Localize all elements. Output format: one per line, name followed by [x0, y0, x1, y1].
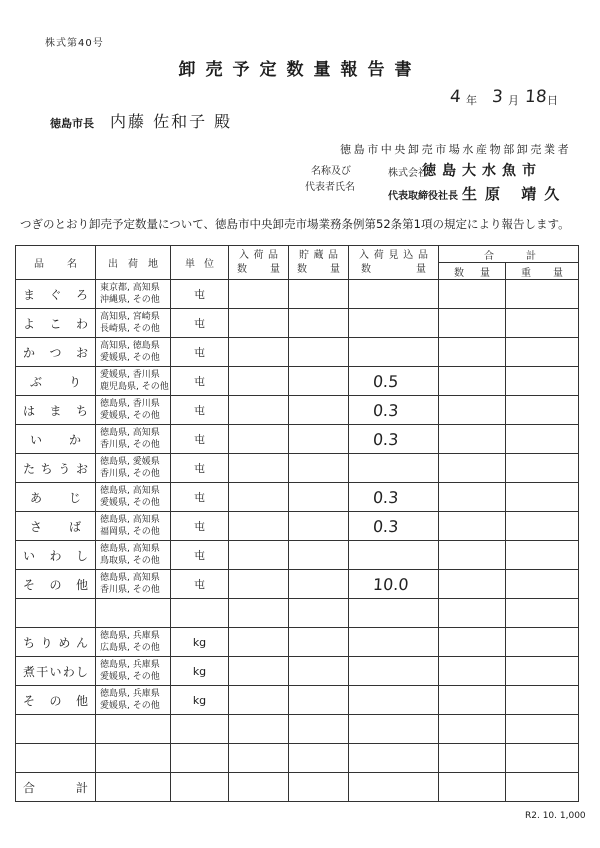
unit: kg	[192, 664, 207, 678]
expected-qty-cell	[349, 425, 439, 454]
table-row	[16, 396, 579, 425]
total-quantity-cell	[439, 396, 506, 425]
total-weight-cell	[506, 454, 579, 483]
arrival-qty-cell	[229, 367, 289, 396]
item-name-cell	[16, 715, 96, 744]
origin-cell	[96, 715, 171, 744]
origin-cell	[96, 657, 171, 686]
header-total-quantity-label: 数 量	[454, 267, 490, 279]
unit: 屯	[194, 346, 205, 359]
expected-qty: 0.3	[372, 487, 400, 507]
origin-cell	[96, 599, 171, 628]
storage-qty-cell	[289, 541, 349, 570]
date-month: 3	[491, 87, 504, 107]
header-arrival-line1: 入 荷 品	[239, 249, 278, 261]
item-name: さ ば	[30, 519, 81, 534]
unit-cell	[171, 541, 229, 570]
origin-cell	[96, 454, 171, 483]
total-weight-cell	[506, 280, 579, 309]
addressee-label: 徳島市長	[50, 117, 94, 130]
report-table	[15, 245, 579, 802]
addressee-name: 内藤 佐和子 殿	[110, 112, 233, 131]
item-name: い わ し	[23, 548, 88, 563]
item-name-cell	[16, 483, 96, 512]
unit: 屯	[194, 317, 205, 330]
page-title: 卸売予定数量報告書	[178, 60, 422, 80]
total-quantity-cell	[439, 715, 506, 744]
expected-qty-cell	[349, 570, 439, 599]
expected-qty-cell	[349, 338, 439, 367]
item-name-cell	[16, 309, 96, 338]
expected-qty-cell	[349, 628, 439, 657]
storage-qty-cell	[289, 686, 349, 715]
reporter-label-line1: 名称及び	[311, 166, 351, 177]
arrival-qty-cell	[229, 280, 289, 309]
origin-line: 香川県, その他	[100, 585, 160, 595]
storage-qty-cell	[289, 367, 349, 396]
storage-qty-cell	[289, 454, 349, 483]
origin-line: 愛媛県, その他	[100, 498, 160, 508]
origin-cell	[96, 686, 171, 715]
total-weight-cell	[506, 367, 579, 396]
header-expected-qty	[349, 246, 439, 280]
item-name-cell	[16, 396, 96, 425]
origin-line: 沖縄県, その他	[100, 295, 160, 305]
unit-cell	[171, 396, 229, 425]
expected-qty: 10.0	[372, 574, 410, 594]
header-total	[439, 246, 579, 263]
item-name: ち り め ん	[23, 635, 88, 650]
arrival-qty-cell	[229, 744, 289, 773]
item-name: か つ お	[23, 345, 88, 360]
header-row	[16, 246, 579, 263]
origin-line: 広島県, その他	[100, 643, 160, 653]
origin-cell	[96, 744, 171, 773]
total-quantity-cell	[439, 338, 506, 367]
origin-cell	[96, 280, 171, 309]
item-name-cell	[16, 541, 96, 570]
item-name-cell	[16, 628, 96, 657]
representative-name: 生原 靖久	[462, 185, 568, 203]
date-year: 4	[449, 87, 462, 107]
origin-cell	[96, 512, 171, 541]
storage-qty-cell	[289, 599, 349, 628]
origin-line: 徳島県, 高知県	[100, 544, 160, 554]
total-weight-cell	[506, 425, 579, 454]
total-weight-cell	[506, 773, 579, 802]
origin-line: 香川県, その他	[100, 469, 160, 479]
unit-cell	[171, 744, 229, 773]
arrival-qty-cell	[229, 541, 289, 570]
item-name-cell	[16, 686, 96, 715]
header-arrival-line2: 数 量	[237, 263, 280, 275]
total-weight-cell	[506, 715, 579, 744]
header-expected-line1: 入 荷 見 込 品	[359, 249, 428, 261]
reporter-label-line2: 代表者氏名	[305, 182, 355, 193]
table-row	[16, 570, 579, 599]
origin-line: 鹿児島県, その他	[100, 382, 169, 392]
item-name: そ の 他	[23, 693, 88, 708]
header-item	[16, 246, 96, 280]
arrival-qty-cell	[229, 715, 289, 744]
origin-line: 徳島県, 高知県	[100, 573, 160, 583]
origin-line: 徳島県, 兵庫県	[100, 689, 160, 699]
expected-qty-cell	[349, 715, 439, 744]
item-name-cell	[16, 599, 96, 628]
origin-line: 鳥取県, その他	[100, 556, 160, 566]
origin-line: 徳島県, 兵庫県	[100, 660, 160, 670]
total-quantity-cell	[439, 773, 506, 802]
origin-line: 徳島県, 高知県	[100, 486, 160, 496]
unit: 屯	[194, 433, 205, 446]
total-weight-cell	[506, 338, 579, 367]
total-quantity-cell	[439, 454, 506, 483]
total-label: 合 計	[23, 780, 88, 795]
item-name: ぶ り	[30, 374, 81, 389]
header-total-quantity	[439, 263, 506, 280]
table-row	[16, 744, 579, 773]
expected-qty-cell	[349, 599, 439, 628]
date-day-unit: 日	[547, 94, 558, 107]
origin-cell	[96, 628, 171, 657]
storage-qty-cell	[289, 396, 349, 425]
total-quantity-cell	[439, 483, 506, 512]
expected-qty-cell	[349, 744, 439, 773]
total-quantity-cell	[439, 541, 506, 570]
header-total-weight	[506, 263, 579, 280]
total-quantity-cell	[439, 744, 506, 773]
origin-line: 愛媛県, 香川県	[100, 370, 160, 380]
arrival-qty-cell	[229, 570, 289, 599]
header-total-weight-label: 重 量	[521, 267, 563, 279]
total-row	[16, 773, 579, 802]
company-name: 徳島大水魚市	[422, 163, 542, 179]
origin-line: 徳島県, 兵庫県	[100, 631, 160, 641]
total-quantity-cell	[439, 512, 506, 541]
table-row	[16, 309, 579, 338]
item-name-cell	[16, 454, 96, 483]
item-name-cell	[16, 657, 96, 686]
item-name: 煮 干 い わ し	[23, 664, 88, 679]
total-weight-cell	[506, 570, 579, 599]
expected-qty-cell	[349, 367, 439, 396]
header-origin	[96, 246, 171, 280]
item-name: い か	[30, 432, 81, 447]
unit-cell	[171, 715, 229, 744]
expected-qty-cell	[349, 396, 439, 425]
origin-line: 愛媛県, その他	[100, 353, 160, 363]
header-total-label: 合 計	[484, 250, 536, 262]
unit-cell	[171, 454, 229, 483]
unit: 屯	[194, 520, 205, 533]
total-weight-cell	[506, 483, 579, 512]
date-month-unit: 月	[508, 94, 519, 107]
total-quantity-cell	[439, 367, 506, 396]
expected-qty-cell	[349, 483, 439, 512]
unit-cell	[171, 425, 229, 454]
item-name-cell	[16, 570, 96, 599]
header-unit-label: 単 位	[185, 259, 214, 270]
unit: 屯	[194, 578, 205, 591]
representative-title: 代表取締役社長	[388, 191, 458, 202]
total-quantity-cell	[439, 628, 506, 657]
expected-qty-cell	[349, 773, 439, 802]
origin-cell	[96, 425, 171, 454]
origin-line: 福岡県, その他	[100, 527, 160, 537]
arrival-qty-cell	[229, 599, 289, 628]
item-name: そ の 他	[23, 577, 88, 592]
item-name-cell	[16, 773, 96, 802]
origin-cell	[96, 309, 171, 338]
storage-qty-cell	[289, 483, 349, 512]
total-weight-cell	[506, 599, 579, 628]
item-name-cell	[16, 367, 96, 396]
date-year-unit: 年	[466, 94, 477, 107]
total-weight-cell	[506, 512, 579, 541]
storage-qty-cell	[289, 280, 349, 309]
total-quantity-cell	[439, 657, 506, 686]
expected-qty-cell	[349, 541, 439, 570]
arrival-qty-cell	[229, 483, 289, 512]
arrival-qty-cell	[229, 512, 289, 541]
total-quantity-cell	[439, 309, 506, 338]
date-day: 18	[524, 87, 548, 107]
unit-cell	[171, 309, 229, 338]
storage-qty-cell	[289, 773, 349, 802]
unit-cell	[171, 628, 229, 657]
table-row	[16, 425, 579, 454]
origin-line: 香川県, その他	[100, 440, 160, 450]
total-weight-cell	[506, 309, 579, 338]
unit: 屯	[194, 462, 205, 475]
unit-cell	[171, 773, 229, 802]
table-row	[16, 628, 579, 657]
unit: kg	[192, 693, 207, 707]
expected-qty: 0.5	[372, 371, 400, 391]
unit-cell	[171, 483, 229, 512]
arrival-qty-cell	[229, 773, 289, 802]
table-row	[16, 541, 579, 570]
total-weight-cell	[506, 628, 579, 657]
expected-qty: 0.3	[372, 516, 400, 536]
unit-cell	[171, 570, 229, 599]
item-name-cell	[16, 512, 96, 541]
unit: 屯	[194, 288, 205, 301]
header-arrival-qty	[229, 246, 289, 280]
unit: 屯	[194, 404, 205, 417]
storage-qty-cell	[289, 425, 349, 454]
storage-qty-cell	[289, 309, 349, 338]
report-statement: つぎのとおり卸売予定数量について、徳島市中央卸売市場業務条例第52条第1項の規定により報告します。	[20, 217, 570, 231]
table-row	[16, 715, 579, 744]
header-storage-qty	[289, 246, 349, 280]
item-name-cell	[16, 338, 96, 367]
origin-line: 徳島県, 高知県	[100, 515, 160, 525]
total-quantity-cell	[439, 570, 506, 599]
origin-line: 徳島県, 愛媛県	[100, 457, 160, 467]
print-code: R2. 10. 1,000	[525, 811, 586, 821]
table-row	[16, 599, 579, 628]
item-name-cell	[16, 425, 96, 454]
item-name: は ま ち	[23, 403, 88, 418]
item-name-cell	[16, 744, 96, 773]
table-row	[16, 367, 579, 396]
storage-qty-cell	[289, 744, 349, 773]
unit: 屯	[194, 491, 205, 504]
total-weight-cell	[506, 686, 579, 715]
header-item-label: 品 名	[34, 259, 77, 270]
table-row	[16, 483, 579, 512]
form-number: 株式第40号	[45, 38, 104, 49]
arrival-qty-cell	[229, 309, 289, 338]
unit-cell	[171, 512, 229, 541]
total-quantity-cell	[439, 280, 506, 309]
arrival-qty-cell	[229, 396, 289, 425]
arrival-qty-cell	[229, 425, 289, 454]
expected-qty-cell	[349, 309, 439, 338]
header-origin-label: 出 荷 地	[108, 259, 158, 270]
item-name: た ち う お	[23, 461, 88, 476]
header-storage-line2: 数 量	[297, 263, 340, 275]
storage-qty-cell	[289, 657, 349, 686]
unit-cell	[171, 686, 229, 715]
origin-cell	[96, 367, 171, 396]
reporter-category: 徳島市中央卸売市場水産物部卸売業者	[340, 143, 572, 156]
arrival-qty-cell	[229, 628, 289, 657]
unit-cell	[171, 599, 229, 628]
arrival-qty-cell	[229, 338, 289, 367]
table-row	[16, 454, 579, 483]
company-prefix: 株式会社	[388, 168, 428, 179]
origin-cell	[96, 483, 171, 512]
unit-cell	[171, 657, 229, 686]
origin-line: 徳島県, 香川県	[100, 399, 160, 409]
storage-qty-cell	[289, 338, 349, 367]
expected-qty-cell	[349, 657, 439, 686]
origin-line: 愛媛県, その他	[100, 701, 160, 711]
table-row	[16, 686, 579, 715]
table-row	[16, 338, 579, 367]
origin-line: 愛媛県, その他	[100, 411, 160, 421]
table-row	[16, 657, 579, 686]
total-weight-cell	[506, 744, 579, 773]
total-quantity-cell	[439, 686, 506, 715]
total-quantity-cell	[439, 425, 506, 454]
item-name: よ こ わ	[23, 316, 88, 331]
origin-line: 徳島県, 高知県	[100, 428, 160, 438]
storage-qty-cell	[289, 715, 349, 744]
expected-qty-cell	[349, 686, 439, 715]
unit: 屯	[194, 375, 205, 388]
expected-qty: 0.3	[372, 429, 400, 449]
header-storage-line1: 貯 蔵 品	[299, 249, 338, 261]
storage-qty-cell	[289, 628, 349, 657]
storage-qty-cell	[289, 570, 349, 599]
origin-cell	[96, 541, 171, 570]
total-weight-cell	[506, 396, 579, 425]
arrival-qty-cell	[229, 454, 289, 483]
total-weight-cell	[506, 541, 579, 570]
unit-cell	[171, 338, 229, 367]
origin-cell	[96, 338, 171, 367]
storage-qty-cell	[289, 512, 349, 541]
item-name-cell	[16, 280, 96, 309]
item-name: ま ぐ ろ	[23, 287, 88, 302]
arrival-qty-cell	[229, 686, 289, 715]
total-weight-cell	[506, 657, 579, 686]
origin-cell	[96, 570, 171, 599]
origin-cell	[96, 396, 171, 425]
expected-qty-cell	[349, 512, 439, 541]
origin-line: 高知県, 徳島県	[100, 341, 160, 351]
origin-line: 愛媛県, その他	[100, 672, 160, 682]
unit-cell	[171, 367, 229, 396]
table-body	[16, 280, 579, 802]
origin-line: 東京都, 高知県	[100, 283, 160, 293]
origin-line: 高知県, 宮崎県	[100, 312, 160, 322]
unit-cell	[171, 280, 229, 309]
header-expected-line2: 数 量	[361, 263, 426, 275]
unit: kg	[192, 635, 207, 649]
table-row	[16, 280, 579, 309]
unit: 屯	[194, 549, 205, 562]
expected-qty: 0.3	[372, 400, 400, 420]
origin-line: 長崎県, その他	[100, 324, 160, 334]
header-unit	[171, 246, 229, 280]
expected-qty-cell	[349, 454, 439, 483]
total-quantity-cell	[439, 599, 506, 628]
table-row	[16, 512, 579, 541]
expected-qty-cell	[349, 280, 439, 309]
arrival-qty-cell	[229, 657, 289, 686]
item-name: あ じ	[30, 490, 81, 505]
origin-cell	[96, 773, 171, 802]
